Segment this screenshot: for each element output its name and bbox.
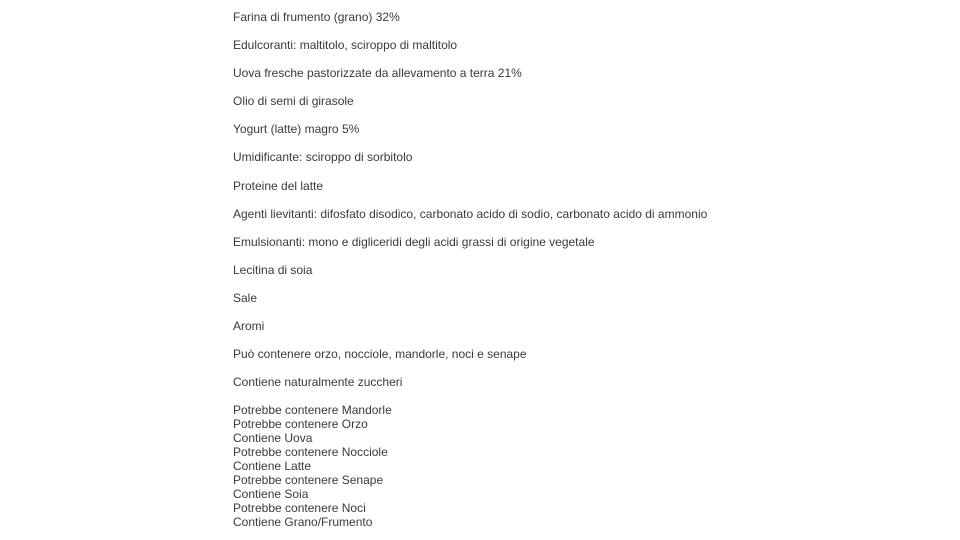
- allergen-item: Potrebbe contenere Noci: [233, 501, 366, 515]
- ingredient-item: Emulsionanti: mono e digliceridi degli acidi grassi di origine vegetale: [233, 234, 595, 249]
- ingredient-item: Farina di frumento (grano) 32%: [233, 10, 400, 24]
- allergen-item: Contiene Soia: [233, 487, 309, 501]
- ingredient-item: Edulcoranti: maltitolo, sciroppo di maltitolo: [233, 38, 458, 53]
- ingredient-item: Proteine del latte: [233, 178, 324, 193]
- ingredient-item: Yogurt (latte) magro 5%: [233, 122, 360, 137]
- allergen-item: Potrebbe contenere Mandorle: [233, 403, 392, 417]
- ingredient-item: Sale: [233, 290, 258, 305]
- allergen-item: Contiene Latte: [233, 459, 312, 473]
- ingredients-list: [233, 10, 933, 403]
- ingredient-item: Può contenere orzo, nocciole, mandorle, noci e senape: [233, 347, 527, 362]
- allergen-item: Contiene Uova: [233, 431, 313, 445]
- allergen-item: Potrebbe contenere Nocciole: [233, 445, 388, 459]
- ingredient-item: Agenti lievitanti: difosfato disodico, carbonato acido di sodio, carbonato acido di ammonio: [233, 206, 708, 221]
- allergen-item: Potrebbe contenere Orzo: [233, 417, 368, 431]
- allergen-item: Contiene Grano/Frumento: [233, 515, 373, 529]
- allergens-list: [233, 403, 933, 529]
- ingredient-item: Lecitina di soia: [233, 262, 313, 277]
- ingredient-item: Uova fresche pastorizzate da allevamento a terra 21%: [233, 66, 522, 81]
- ingredient-item: Contiene naturalmente zuccheri: [233, 375, 403, 390]
- allergen-item: Potrebbe contenere Senape: [233, 473, 384, 487]
- ingredient-item: Aromi: [233, 319, 265, 334]
- ingredient-item: Olio di semi di girasole: [233, 94, 354, 109]
- ingredient-item: Umidificante: sciroppo di sorbitolo: [233, 150, 413, 165]
